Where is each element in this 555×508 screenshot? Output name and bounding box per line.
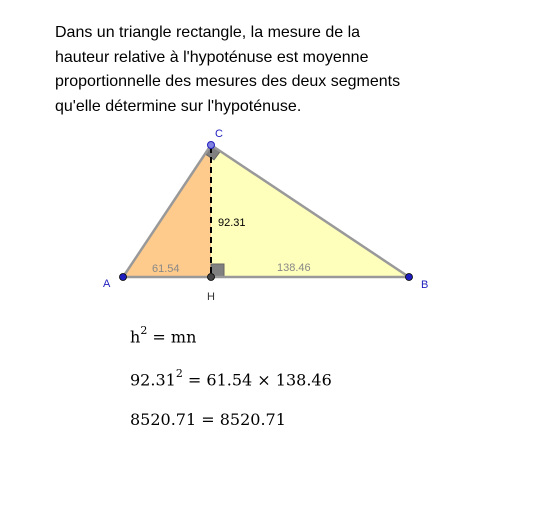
formula-substituted [130,369,332,389]
label-c: C [215,128,223,140]
formula-general [130,326,196,346]
formula-general-exponent: 2 [140,324,148,337]
measure-ah: 61.54 [152,263,180,275]
formula-general-right: = mn [152,327,197,347]
statement-line-1: Dans un triangle rectangle, la mesure de la [55,24,361,41]
measure-height: 92.31 [218,217,246,229]
label-h: H [207,291,215,303]
statement-line-2: hauteur relative à l'hypoténuse est moyenne [55,48,369,66]
formula-general-left: h [130,327,141,347]
point-h[interactable] [208,274,215,281]
label-b: B [421,279,429,291]
measure-hb: 138.46 [277,262,311,274]
statement-line-3: proportionnelle des mesures des deux segments [55,73,401,90]
point-c[interactable] [208,142,215,149]
point-b[interactable] [406,274,413,281]
point-a[interactable] [120,274,127,281]
formula-substituted-left: 92.31 [130,370,176,390]
formula-substituted-right: = 61.54 × 138.46 [187,370,332,390]
label-a: A [103,278,111,290]
formula-result: 8520.71 = 8520.71 [130,410,286,429]
formula-substituted-exponent: 2 [175,367,183,380]
statement-line-4: qu'elle détermine sur l'hypoténuse. [55,97,302,115]
